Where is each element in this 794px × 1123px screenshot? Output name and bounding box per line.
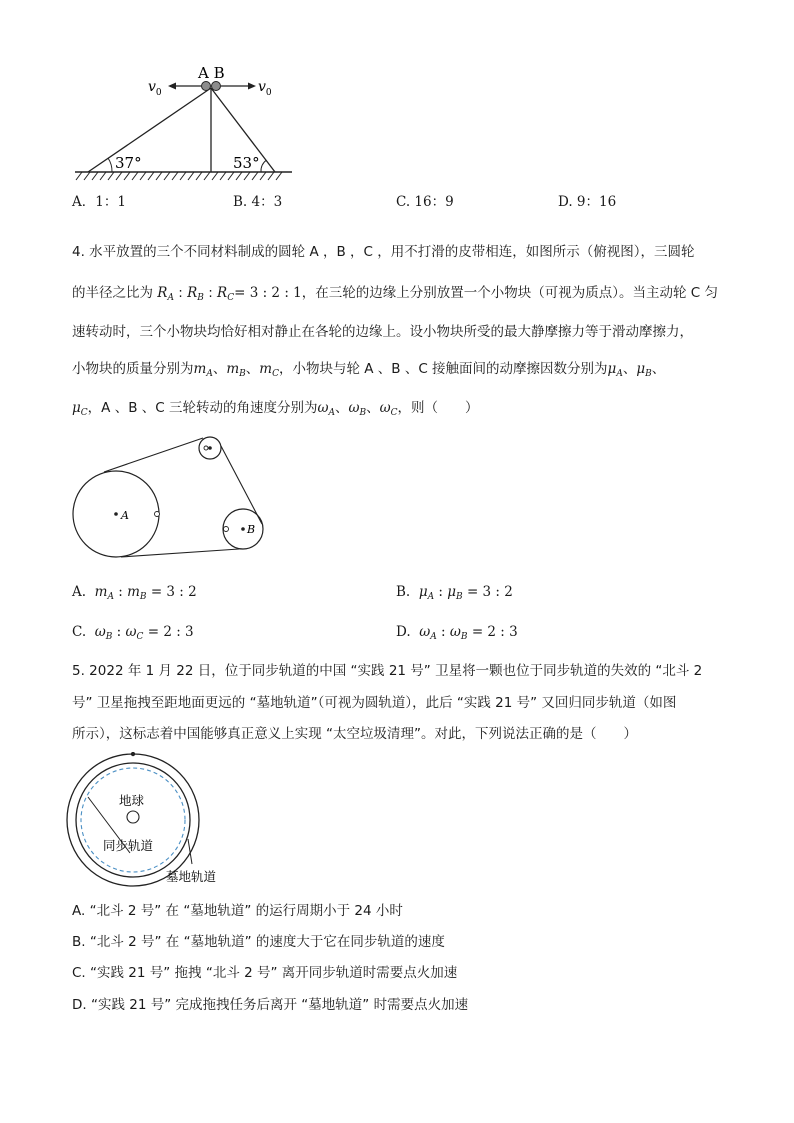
q4-stem-line-3: 速转动时，三个小物块均恰好相对静止在各轮的边缘上。设小物块所受的最大静摩擦力等于滑动摩擦力，	[72, 324, 693, 340]
q5-stem-line-3: 所示），这标志着中国能够真正意义上实现 “太空垃圾清理”。对此，下列说法正确的是（ ）	[72, 726, 638, 742]
q3-v0-right-label: $v_0$	[258, 79, 272, 98]
q3-option-a: A．1：1	[72, 194, 126, 210]
q5-orbit-figure	[66, 752, 236, 888]
q4-option-b: B. $\mu_A$ : $\mu_B = 3$ : 2	[396, 584, 513, 602]
q5-option-c: C. “实践 21 号” 拖拽 “北斗 2 号” 离开同步轨道时需要点火加速	[72, 965, 458, 981]
q3-angle-53-label: 53°	[233, 154, 260, 172]
q5-stem-line-1: 5. 2022 年 1 月 22 日，位于同步轨道的中国 “实践 21 号” 卫星将一颗也位于同步轨道的失效的 “北斗 2	[72, 663, 703, 679]
q3-v0-left-label: $v_0$	[148, 79, 162, 98]
q3-option-c: C. 16：9	[396, 194, 454, 210]
q3-ab-label: A B	[198, 64, 225, 82]
q4-stem-line-2: 的半径之比为 $R_A$ : $R_B$ : $R_C= 3$ : 2 : 1，在三轮的边缘上分别放置一个小物块（可视为质点）。当主动轮 C 匀	[72, 285, 719, 303]
q4-stem-line-5: $\mu_C$，A 、B 、C 三轮转动的角速度分别为$\omega_A$、$\omega_B$、$\omega_C$，则（ ）	[72, 400, 479, 418]
q5-option-b: B. “北斗 2 号” 在 “墓地轨道” 的速度大于它在同步轨道的速度	[72, 934, 445, 950]
q4-pulley-figure	[66, 430, 276, 565]
q3-angle-37-label: 37°	[115, 154, 142, 172]
q4-label-b: B	[247, 523, 256, 536]
q3-option-d: D. 9：16	[558, 194, 617, 210]
q4-option-c: C. $\omega_B$ : $\omega_C = 2$ : 3	[72, 624, 194, 642]
q5-earth-label: 地球	[119, 793, 145, 808]
q5-option-d: D. “实践 21 号” 完成拖拽任务后离开 “墓地轨道” 时需要点火加速	[72, 997, 469, 1013]
q4-stem-line-4: 小物块的质量分别为$m_A$、$m_B$、$m_C$，小物块与轮 A 、B 、C 接触面间的动摩擦因数分别为$\mu_A$、$\mu_B$、	[72, 361, 666, 379]
q3-incline-figure	[70, 58, 300, 188]
q5-option-a: A. “北斗 2 号” 在 “墓地轨道” 的运行周期小于 24 小时	[72, 903, 403, 919]
q3-option-b: B. 4：3	[233, 194, 283, 210]
q4-option-a: A. $m_A$ : $m_B = 3$ : 2	[72, 584, 197, 602]
q4-option-d: D. $\omega_A$ : $\omega_B = 2$ : 3	[396, 624, 518, 642]
q5-stem-line-2: 号” 卫星拖拽至距地面更远的 “墓地轨道”（可视为圆轨道），此后 “实践 21 号” 又回归同步轨道（如图	[72, 695, 677, 711]
q4-label-a: A	[121, 509, 129, 522]
q5-sync-orbit-label: 同步轨道	[103, 838, 154, 853]
q4-stem-line-1: 4. 水平放置的三个不同材料制成的圆轮 A ，B ，C ，用不打滑的皮带相连，如图所示（俯视图），三圆轮	[72, 244, 695, 260]
q5-grave-orbit-label: 墓地轨道	[166, 869, 217, 884]
